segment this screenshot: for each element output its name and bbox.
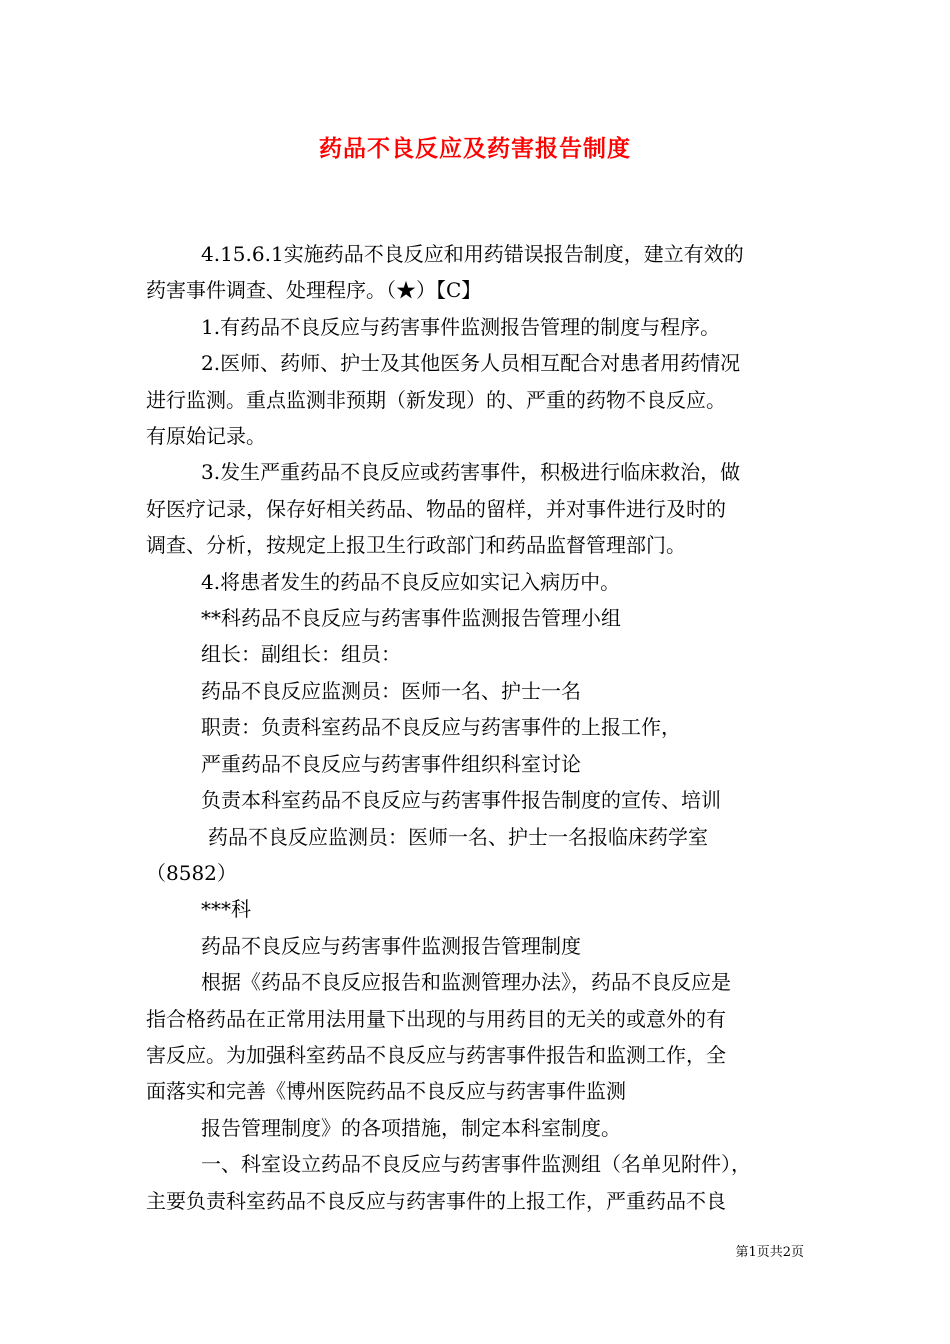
page-number: 第1页共2页 <box>735 1245 804 1260</box>
paragraph-line: 进行监测。重点监测非预期（新发现）的、严重的药物不良反应。 <box>146 387 726 412</box>
paragraph-line: 一、科室设立药品不良反应与药害事件监测组（名单见附件）， <box>201 1152 751 1177</box>
paragraph-line: 调查、分析，按规定上报卫生行政部门和药品监督管理部门。 <box>146 533 686 558</box>
paragraph-line: 3.发生严重药品不良反应或药害事件，积极进行临床救治，做 <box>201 460 741 485</box>
paragraph-line: 1.有药品不良反应与药害事件监测报告管理的制度与程序。 <box>201 314 721 339</box>
paragraph-line: 组长：副组长：组员： <box>201 642 401 667</box>
paragraph-line: **科药品不良反应与药害事件监测报告管理小组 <box>201 606 621 631</box>
paragraph-line: 药害事件调查、处理程序。（★）【C】 <box>146 278 482 303</box>
paragraph-line: 害反应。为加强科室药品不良反应与药害事件报告和监测工作，全 <box>146 1042 726 1067</box>
paragraph-line: 面落实和完善《博州医院药品不良反应与药害事件监测 <box>146 1079 626 1104</box>
paragraph-line: 好医疗记录，保存好相关药品、物品的留样，并对事件进行及时的 <box>146 496 726 521</box>
paragraph-line: 报告管理制度》的各项措施，制定本科室制度。 <box>201 1115 621 1140</box>
paragraph-line: 指合格药品在正常用法用量下出现的与用药目的无关的或意外的有 <box>146 1006 726 1031</box>
paragraph-line: 主要负责科室药品不良反应与药害事件的上报工作，严重药品不良 <box>146 1188 726 1213</box>
document-body <box>146 236 811 1219</box>
paragraph-line: 药品不良反应监测员：医师一名、护士一名报临床药学室 <box>208 824 708 849</box>
paragraph-line: （8582） <box>146 860 237 885</box>
paragraph-line: ***科 <box>201 897 251 922</box>
document-title: 药品不良反应及药害报告制度 <box>319 135 631 162</box>
paragraph-line: 4.将患者发生的药品不良反应如实记入病历中。 <box>201 569 621 594</box>
paragraph-line: 职责：负责科室药品不良反应与药害事件的上报工作， <box>201 715 681 740</box>
paragraph-line: 药品不良反应监测员：医师一名、护士一名 <box>201 678 581 703</box>
paragraph-line: 药品不良反应与药害事件监测报告管理制度 <box>201 933 581 958</box>
paragraph-line: 4.15.6.1实施药品不良反应和用药错误报告制度，建立有效的 <box>201 242 744 266</box>
paragraph-line: 根据《药品不良反应报告和监测管理办法》，药品不良反应是 <box>201 970 731 995</box>
paragraph-line: 严重药品不良反应与药害事件组织科室讨论 <box>201 751 581 776</box>
paragraph-line: 有原始记录。 <box>146 424 266 449</box>
paragraph-line: 2.医师、药师、护士及其他医务人员相互配合对患者用药情况 <box>201 351 741 376</box>
paragraph-line: 负责本科室药品不良反应与药害事件报告制度的宣传、培训 <box>201 788 721 813</box>
